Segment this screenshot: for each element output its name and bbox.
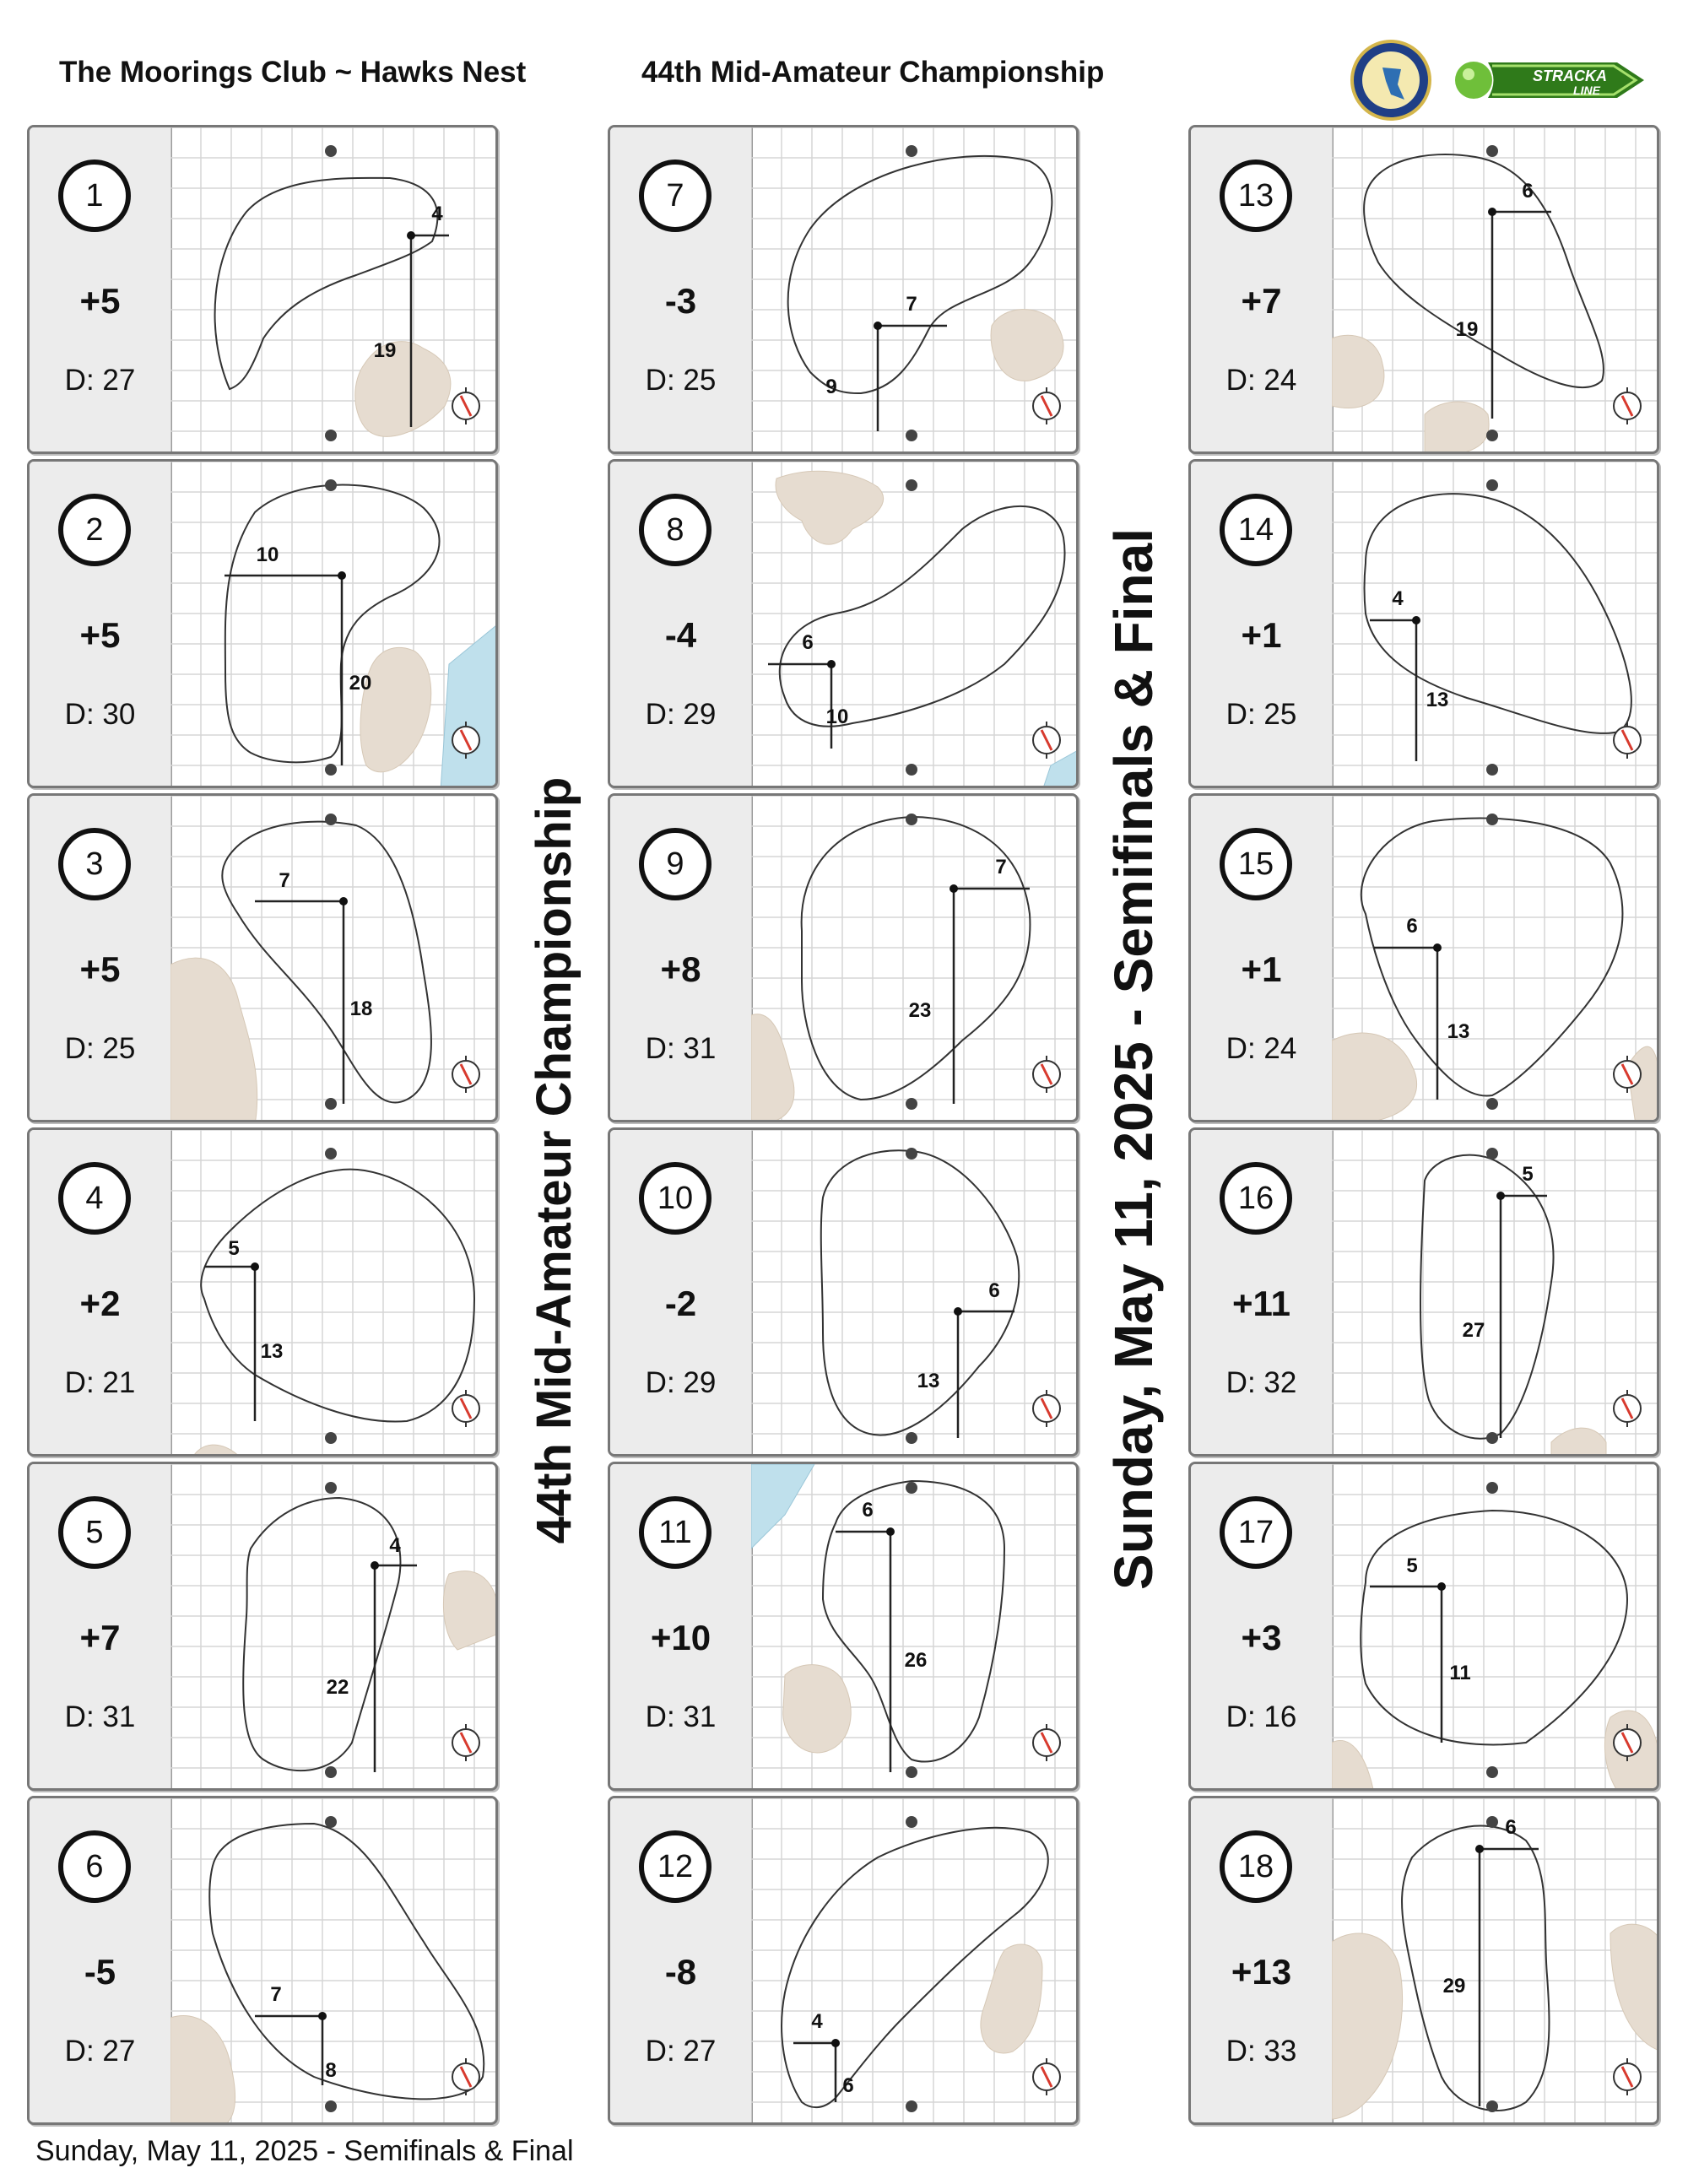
green-depth: D: 27	[645, 2035, 717, 2068]
hole-score: -2	[664, 1284, 697, 1323]
sand-bunker	[1551, 1428, 1606, 1457]
side-distance-label: 7	[270, 1983, 282, 2006]
hole-score: +5	[79, 949, 121, 989]
side-distance-label: 6	[862, 1499, 874, 1522]
hole-score: +13	[1231, 1952, 1292, 1992]
green-back-marker	[906, 1148, 917, 1160]
forward-distance-label: 13	[1447, 1020, 1470, 1043]
hole-card	[608, 793, 1079, 1122]
pin-location	[950, 884, 958, 893]
hole-card	[1188, 1462, 1659, 1791]
green-depth: D: 24	[1225, 1032, 1297, 1065]
hole-info-panel	[610, 1798, 753, 2122]
pin-location	[831, 2039, 840, 2047]
hole-number-badge: 14	[1220, 494, 1292, 566]
hole-card	[1188, 793, 1659, 1122]
forward-distance-label: 13	[917, 1370, 940, 1392]
compass-icon	[1614, 722, 1641, 759]
forward-distance-label: 9	[825, 376, 837, 398]
compass-icon	[452, 387, 479, 424]
water-hazard	[441, 622, 498, 788]
compass-icon	[452, 2058, 479, 2095]
side-distance-label: 7	[906, 293, 917, 316]
hole-card	[27, 793, 498, 1122]
hole-number-badge: 11	[639, 1496, 711, 1569]
green-front-marker	[325, 1432, 337, 1444]
grid-lines	[751, 1130, 1079, 1457]
green-diagram	[170, 1464, 498, 1791]
green-back-marker	[906, 145, 917, 157]
hole-score: +10	[650, 1618, 711, 1657]
forward-distance-label: 18	[349, 997, 373, 1020]
green-front-marker	[906, 2100, 917, 2112]
side-distance-label: 6	[988, 1279, 1000, 1302]
green-back-marker	[325, 1148, 337, 1160]
green-front-marker	[1486, 1098, 1498, 1110]
forward-distance-label: 10	[825, 705, 849, 728]
hole-card	[608, 1462, 1079, 1791]
hole-score: -3	[664, 281, 697, 321]
sand-bunker	[1332, 335, 1489, 454]
pin-location	[1412, 616, 1420, 624]
green-diagram	[1332, 127, 1659, 454]
side-distance-label: 7	[995, 856, 1007, 878]
forward-distance-label: 19	[1455, 318, 1479, 341]
compass-icon	[1033, 1390, 1060, 1427]
hole-info-panel	[610, 127, 753, 451]
green-depth: D: 32	[1225, 1366, 1297, 1399]
stracka-line-logo	[1455, 62, 1644, 99]
green-diagram	[751, 127, 1079, 454]
forward-distance-label: 23	[908, 999, 932, 1022]
hole-card	[608, 1796, 1079, 2125]
sand-bunker	[443, 1571, 498, 1650]
hole-info-panel	[1191, 127, 1334, 451]
hole-number-badge: 15	[1220, 828, 1292, 900]
green-front-marker	[325, 2100, 337, 2112]
compass-icon	[1033, 1724, 1060, 1761]
green-diagram	[1332, 1464, 1659, 1791]
hole-card	[1188, 125, 1659, 454]
forward-distance-label: 11	[1449, 1662, 1471, 1684]
hole-number-badge: 7	[639, 159, 711, 232]
hole-info-panel	[610, 796, 753, 1120]
fsga-seal-logo	[1352, 41, 1430, 119]
green-outline	[209, 1824, 484, 2099]
water-hazard	[751, 1464, 814, 1549]
hole-info-panel	[1191, 462, 1334, 786]
green-depth: D: 33	[1225, 2035, 1297, 2068]
green-front-marker	[1486, 430, 1498, 441]
forward-distance-label: 20	[349, 672, 372, 695]
green-front-marker	[325, 1766, 337, 1778]
green-depth: D: 27	[64, 364, 136, 397]
hole-info-panel	[1191, 1798, 1334, 2122]
hole-number-badge: 3	[58, 828, 131, 900]
green-diagram	[751, 1464, 1079, 1791]
hole-score: +1	[1241, 949, 1282, 989]
hole-info-panel	[30, 1798, 172, 2122]
pin-location	[1496, 1192, 1505, 1200]
hole-card	[608, 1127, 1079, 1457]
hole-score: +5	[79, 281, 121, 321]
green-front-marker	[906, 1766, 917, 1778]
side-distance-label: 4	[431, 203, 443, 225]
side-distance-label: 4	[811, 2010, 823, 2033]
green-diagram	[751, 462, 1079, 788]
hole-number-badge: 5	[58, 1496, 131, 1569]
sand-bunker	[360, 647, 431, 772]
pin-location	[371, 1561, 379, 1570]
hole-number-badge: 18	[1220, 1830, 1292, 1903]
footer-date: Sunday, May 11, 2025 - Semifinals & Final	[35, 2135, 574, 2167]
green-depth: D: 31	[645, 1032, 717, 1065]
green-diagram	[170, 796, 498, 1122]
green-outline	[1420, 1155, 1554, 1439]
forward-distance-label: 22	[326, 1676, 349, 1699]
green-depth: D: 30	[64, 698, 136, 731]
hole-card	[27, 1796, 498, 2125]
hole-score: +7	[79, 1618, 121, 1657]
compass-icon	[1614, 1390, 1641, 1427]
green-back-marker	[325, 145, 337, 157]
green-depth: D: 27	[64, 2035, 136, 2068]
hole-score: -4	[664, 615, 697, 655]
forward-distance-label: 13	[260, 1340, 284, 1363]
green-diagram	[170, 127, 498, 454]
hole-info-panel	[30, 796, 172, 1120]
hole-info-panel	[610, 462, 753, 786]
hole-info-panel	[610, 1464, 753, 1788]
hole-info-panel	[30, 1130, 172, 1454]
svg-text:STRACKA: STRACKA	[1533, 68, 1607, 84]
compass-icon	[1033, 387, 1060, 424]
green-back-marker	[1486, 479, 1498, 491]
green-depth: D: 21	[64, 1366, 136, 1399]
green-diagram	[1332, 462, 1659, 788]
side-distance-label: 10	[256, 543, 279, 566]
green-back-marker	[906, 1482, 917, 1494]
green-back-marker	[325, 479, 337, 491]
hole-number-badge: 6	[58, 1830, 131, 1903]
side-distance-label: 5	[1406, 1554, 1418, 1577]
sand-bunker	[192, 1445, 242, 1457]
sand-bunker	[751, 1014, 794, 1122]
hole-card	[27, 1127, 498, 1457]
hole-card	[27, 459, 498, 788]
green-front-marker	[1486, 2100, 1498, 2112]
hole-number-badge: 1	[58, 159, 131, 232]
pin-location	[251, 1262, 259, 1271]
hole-info-panel	[1191, 796, 1334, 1120]
green-front-marker	[906, 430, 917, 441]
green-depth: D: 24	[1225, 364, 1297, 397]
vertical-title-right: Sunday, May 11, 2025 - Semifinals & Final	[1103, 528, 1164, 1590]
pin-location	[1475, 1845, 1484, 1853]
green-depth: D: 29	[645, 698, 717, 731]
hole-score: +8	[660, 949, 701, 989]
green-front-marker	[325, 764, 337, 776]
green-back-marker	[1486, 1482, 1498, 1494]
green-outline	[1402, 1826, 1549, 2111]
hole-info-panel	[30, 1464, 172, 1788]
green-back-marker	[325, 814, 337, 825]
compass-icon	[452, 1724, 479, 1761]
hole-number-badge: 4	[58, 1162, 131, 1235]
green-back-marker	[1486, 814, 1498, 825]
compass-icon	[1033, 1056, 1060, 1093]
green-front-marker	[1486, 1766, 1498, 1778]
sand-bunker	[170, 2015, 235, 2125]
green-back-marker	[906, 814, 917, 825]
green-front-marker	[325, 430, 337, 441]
side-distance-label: 6	[802, 631, 814, 654]
hole-card	[27, 1462, 498, 1791]
hole-score: +11	[1232, 1284, 1290, 1323]
hole-card	[1188, 1127, 1659, 1457]
green-back-marker	[1486, 1816, 1498, 1828]
hole-number-badge: 10	[639, 1162, 711, 1235]
compass-icon	[452, 1390, 479, 1427]
hole-info-panel	[1191, 1130, 1334, 1454]
sand-bunker	[170, 958, 257, 1122]
green-diagram	[1332, 796, 1659, 1122]
side-distance-label: 5	[228, 1237, 240, 1260]
hole-number-badge: 13	[1220, 159, 1292, 232]
green-depth: D: 31	[645, 1700, 717, 1733]
forward-distance-label: 13	[1426, 689, 1449, 711]
hole-score: +2	[79, 1284, 121, 1323]
hole-number-badge: 12	[639, 1830, 711, 1903]
green-outline	[201, 1170, 474, 1422]
green-diagram	[1332, 1130, 1659, 1457]
grid-lines	[170, 127, 498, 454]
forward-distance-label: 19	[373, 339, 397, 362]
green-back-marker	[325, 1816, 337, 1828]
green-front-marker	[1486, 764, 1498, 776]
compass-icon	[1614, 387, 1641, 424]
hole-score: +5	[79, 615, 121, 655]
green-depth: D: 25	[64, 1032, 136, 1065]
green-diagram	[751, 1130, 1079, 1457]
green-front-marker	[906, 1432, 917, 1444]
side-distance-label: 5	[1522, 1163, 1534, 1186]
sand-bunker	[776, 471, 884, 544]
green-depth: D: 31	[64, 1700, 136, 1733]
side-distance-label: 6	[1406, 915, 1418, 938]
green-front-marker	[906, 764, 917, 776]
side-distance-label: 4	[389, 1534, 401, 1557]
hole-score: +3	[1241, 1618, 1282, 1657]
pin-location	[1433, 943, 1442, 952]
green-diagram	[751, 1798, 1079, 2125]
green-diagram	[1332, 1798, 1659, 2125]
pin-location	[1437, 1582, 1446, 1591]
hole-number-badge: 16	[1220, 1162, 1292, 1235]
green-depth: D: 16	[1225, 1700, 1297, 1733]
green-front-marker	[325, 1098, 337, 1110]
forward-distance-label: 26	[904, 1649, 928, 1672]
pin-location	[339, 897, 348, 905]
green-diagram	[170, 462, 498, 788]
green-outline	[1361, 1511, 1627, 1744]
green-front-marker	[1486, 1432, 1498, 1444]
grid-lines	[1332, 127, 1659, 454]
sand-bunker	[783, 1665, 851, 1753]
pin-location	[407, 231, 415, 240]
sand-bunker	[1332, 1924, 1659, 2119]
event-name: 44th Mid-Amateur Championship	[641, 56, 1105, 89]
compass-icon	[1033, 722, 1060, 759]
pin-location	[874, 322, 882, 330]
sponsor-logos	[1349, 34, 1653, 127]
hole-card	[1188, 1796, 1659, 2125]
forward-distance-label: 27	[1462, 1319, 1485, 1342]
hole-score: +1	[1241, 615, 1282, 655]
pin-location	[827, 660, 836, 668]
pin-location	[338, 571, 346, 580]
hole-score: -5	[84, 1952, 116, 1992]
hole-info-panel	[610, 1130, 753, 1454]
green-back-marker	[325, 1482, 337, 1494]
side-distance-label: 4	[1392, 587, 1404, 610]
hole-card	[608, 459, 1079, 788]
grid-lines	[1332, 462, 1659, 788]
compass-icon	[1033, 2058, 1060, 2095]
compass-icon	[452, 1056, 479, 1093]
sand-bunker	[1332, 1711, 1659, 1791]
grid-lines	[751, 127, 1079, 454]
green-back-marker	[906, 1816, 917, 1828]
grid-lines	[170, 1130, 498, 1457]
green-depth: D: 25	[1225, 698, 1297, 731]
green-depth: D: 29	[645, 1366, 717, 1399]
grid-lines	[751, 796, 1079, 1122]
side-distance-label: 6	[1505, 1816, 1517, 1839]
green-back-marker	[906, 479, 917, 491]
hole-card	[1188, 459, 1659, 788]
pin-location	[954, 1307, 962, 1316]
hole-number-badge: 17	[1220, 1496, 1292, 1569]
hole-card	[27, 125, 498, 454]
hole-info-panel	[1191, 1464, 1334, 1788]
hole-score: +7	[1241, 281, 1282, 321]
compass-icon	[1614, 2058, 1641, 2095]
side-distance-label: 6	[1522, 180, 1534, 203]
hole-info-panel	[30, 127, 172, 451]
svg-text:LINE: LINE	[1573, 84, 1600, 97]
green-back-marker	[1486, 1148, 1498, 1160]
side-distance-label: 7	[279, 869, 290, 892]
forward-distance-label: 6	[842, 2074, 854, 2097]
green-front-marker	[906, 1098, 917, 1110]
sand-bunker	[355, 342, 451, 437]
vertical-title-left: 44th Mid-Amateur Championship	[527, 776, 582, 1544]
forward-distance-label: 8	[325, 2059, 337, 2082]
grid-lines	[1332, 1130, 1659, 1457]
pin-location	[1488, 208, 1496, 216]
green-back-marker	[1486, 145, 1498, 157]
club-name: The Moorings Club ~ Hawks Nest	[59, 56, 527, 89]
green-diagram	[170, 1798, 498, 2125]
green-diagram	[751, 796, 1079, 1122]
forward-distance-label: 29	[1442, 1975, 1466, 1997]
hole-score: -8	[664, 1952, 697, 1992]
pin-location	[886, 1527, 895, 1536]
hole-number-badge: 2	[58, 494, 131, 566]
hole-card	[608, 125, 1079, 454]
green-depth: D: 25	[645, 364, 717, 397]
sand-bunker	[1332, 1033, 1659, 1122]
sand-bunker	[981, 1944, 1042, 2053]
green-diagram	[170, 1130, 498, 1457]
hole-info-panel	[30, 462, 172, 786]
pin-location	[318, 2012, 327, 2020]
water-hazard	[1042, 749, 1079, 788]
hole-number-badge: 8	[639, 494, 711, 566]
hole-number-badge: 9	[639, 828, 711, 900]
